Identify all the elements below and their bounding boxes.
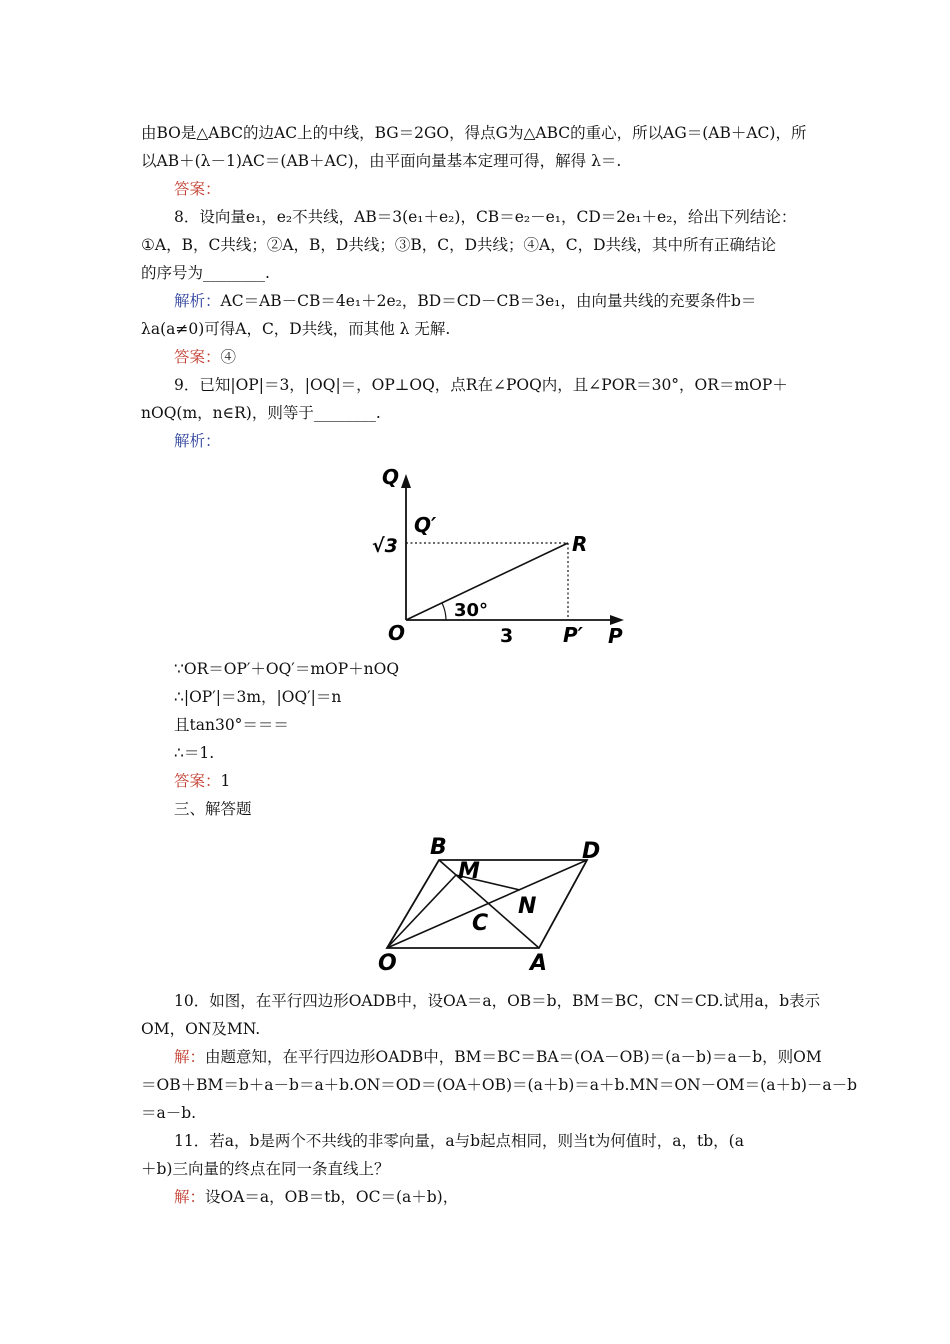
answer-line — [174, 347, 236, 367]
text-line: ∴|OP′|＝3m，|OQ′|＝n — [174, 688, 342, 706]
question-11: 11．若a，b是两个不共线的非零向量，a与b起点相同，则当t为何值时，a，tb，(a — [174, 1132, 744, 1150]
text-line: λa(a≠0)可得A，C，D共线，而其他 λ 无解. — [141, 320, 451, 338]
label-A: A — [530, 951, 548, 976]
label-M: M — [458, 859, 480, 884]
analysis-label: 解析： — [174, 292, 221, 310]
label-sqrt3: √3 — [372, 535, 398, 557]
label-O: O — [378, 951, 397, 976]
text-line: ①A，B，C共线；②A，B，D共线；③B，C，D共线；④A，C，D共线，其中所有正确结论 — [141, 236, 777, 254]
label-P-prime: P′ — [563, 623, 583, 647]
parallelogram-figure — [372, 830, 622, 980]
label-Q: Q — [382, 465, 400, 489]
text-line: ＝a－b. — [141, 1104, 197, 1122]
answer-label: 答案： — [174, 180, 221, 198]
label-Q-prime: Q′ — [414, 513, 437, 537]
text-line: ∴＝1. — [174, 744, 215, 762]
text-line: ∵OR＝OP′＋OQ′＝mOP＋nOQ — [174, 660, 400, 678]
label-R: R — [572, 532, 588, 556]
analysis-label: 解析： — [174, 432, 221, 450]
answer-label: 答案： — [174, 772, 221, 790]
answer-value: ④ — [220, 348, 237, 366]
label-N: N — [518, 894, 537, 919]
label-angle-30: 30° — [454, 600, 489, 621]
label-D: D — [582, 839, 601, 864]
solution-line — [174, 1187, 458, 1207]
answer-line — [174, 771, 230, 791]
answer-label: 答案： — [174, 348, 221, 366]
label-P: P — [608, 624, 623, 648]
section-heading: 三、解答题 — [174, 800, 252, 818]
text-line: nOQ(m，n∈R)，则等于________. — [141, 404, 381, 422]
text-line: 由BO是△ABC的边AC上的中线，BG＝2GO，得点G为△ABC的重心，所以AG＝(AB＋AC)，所 — [141, 124, 807, 142]
solution-text: AC＝AB－CB＝4e₁＋2e₂，BD＝CD－CB＝3e₁，由向量共线的充要条件b＝ — [220, 292, 757, 310]
question-8: 8．设向量e₁，e₂不共线，AB＝3(e₁＋e₂)，CB＝e₂－e₁，CD＝2e₁＋e₂，给出下列结论： — [174, 208, 797, 226]
text-line: 的序号为________. — [141, 264, 270, 282]
label-B: B — [430, 835, 447, 860]
solution-line — [174, 291, 756, 311]
solution-text: 设OA＝a，OB＝tb，OC＝(a＋b)， — [205, 1188, 459, 1206]
label-3: 3 — [500, 625, 514, 647]
text-line: 且tan30°＝＝＝ — [174, 716, 289, 734]
solution-line — [174, 1047, 822, 1067]
text-line: OM，ON及MN. — [141, 1020, 261, 1038]
text-line: ＝OB＋BM＝b＋a－b＝a＋b.ON＝OD＝(OA＋OB)＝(a＋b)＝a＋b.MN＝ON－OM＝(a＋b)－a－b — [141, 1076, 858, 1094]
answer-value: 1 — [220, 772, 231, 790]
text-line: ＋b)三向量的终点在同一条直线上？ — [141, 1160, 390, 1178]
question-10: 10．如图，在平行四边形OADB中，设OA＝a，OB＝b，BM＝BC，CN＝CD.试用a，b表示 — [174, 992, 821, 1010]
solution-text: 由题意知，在平行四边形OADB中，BM＝BC＝BA＝(OA－OB)＝(a－b)＝a－b，则OM — [205, 1048, 822, 1066]
solution-label: 解： — [174, 1048, 206, 1066]
label-O: O — [388, 621, 406, 645]
solution-label: 解： — [174, 1188, 206, 1206]
label-C: C — [472, 911, 489, 936]
text-line: 以AB＋(λ－1)AC＝(AB＋AC)，由平面向量基本定理可得，解得 λ＝. — [141, 152, 622, 170]
question-9: 9．已知|OP|＝3，|OQ|＝，OP⊥OQ，点R在∠POQ内，且∠POR＝30°，OR＝mOP＋ — [174, 376, 788, 394]
vector-figure-opq — [360, 460, 640, 650]
